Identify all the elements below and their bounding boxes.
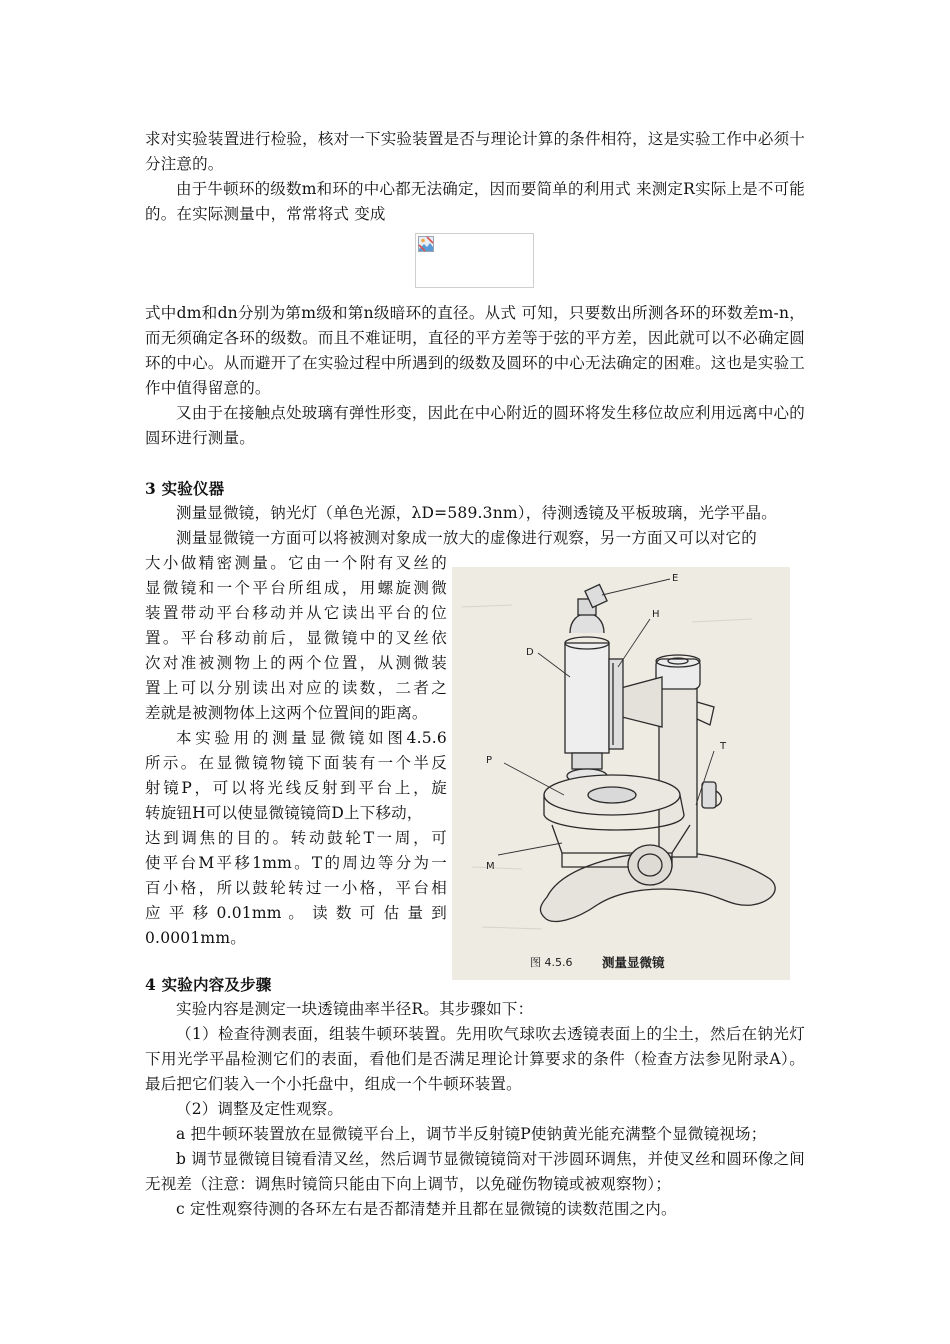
wrap-line: 射镜P，可以将光线反射到平台上，旋 bbox=[145, 779, 447, 797]
top-text-block bbox=[145, 127, 805, 227]
wrap-line: 次对准被测物上的两个位置，从测微装 bbox=[145, 654, 447, 672]
wrapped-text-column bbox=[145, 551, 447, 951]
paragraph-3: 式中dm和dn分别为第m级和第n级暗环的直径。从式 可知，只要数出所测各环的环数差m-n，而无须确定各环的级数。而且不难证明，直径的平方差等于弦的平方差，因此就可以不必确定圆环的中心。从而避开了在实验过程中所遇到的级数及圆环的中心无法确定的困难。这也是实验工作中值得留意的。 bbox=[145, 304, 805, 397]
wrap-line: 显微镜和一个平台所组成，用螺旋测微 bbox=[145, 579, 447, 597]
broken-image-icon bbox=[418, 236, 434, 252]
wrap-line: 本实验用的测量显微镜如图4.5.6 bbox=[176, 729, 447, 747]
section-3-p1: 测量显微镜，钠光灯（单色光源，λD=589.3nm），待测透镜及平板玻璃，光学平晶。 bbox=[176, 504, 777, 522]
label-H: H bbox=[652, 609, 660, 620]
wrap-line: 装置带动平台移动并从它读出平台的位 bbox=[145, 604, 447, 622]
wrap-line: 差就是被测物体上这两个位置间的距离。 bbox=[145, 704, 428, 722]
label-T: T bbox=[720, 741, 727, 752]
formula-image-placeholder bbox=[415, 233, 534, 288]
microscope-drawing bbox=[452, 567, 790, 980]
label-D: D bbox=[526, 647, 534, 658]
wrap-line: 置。平台移动前后，显微镜中的叉丝依 bbox=[145, 629, 447, 647]
paragraph-1: 求对实验装置进行检验，核对一下实验装置是否与理论计算的条件相符，这是实验工作中必须十分注意的。 bbox=[145, 130, 805, 173]
paragraph-2: 由于牛顿环的级数m和环的中心都无法确定，因而要简单的利用式 来测定R实际上是不可能的。在实际测量中，常常将式 变成 bbox=[145, 180, 805, 223]
wrap-line: 0.0001mm。 bbox=[145, 929, 246, 947]
section-4-block bbox=[145, 972, 805, 1222]
section-4-step-b: b 调节显微镜目镜看清叉丝，然后调节显微镜镜筒对干涉圆环调焦，并使叉丝和圆环像之间无视差（注意：调焦时镜筒只能由下向上调节，以免碰伤物镜或被观察物）； bbox=[145, 1150, 805, 1193]
middle-text-block bbox=[145, 301, 805, 451]
section-4-step-2: （2）调整及定性观察。 bbox=[176, 1100, 344, 1118]
section-3-heading: 3 实验仪器 bbox=[145, 479, 225, 498]
wrap-line: 大小做精密测量。它由一个附有叉丝的 bbox=[145, 554, 447, 572]
wrap-line: 置上可以分别读出对应的读数，二者之 bbox=[145, 679, 447, 697]
section-4-step-1: （1）检查待测表面，组装牛顿环装置。先用吹气球吹去透镜表面上的尘土，然后在钠光灯下用光学平晶检测它们的表面，看他们是否满足理论计算要求的条件（检查方法参见附录A）。最后把它们装入一个小托盘中，组成一个牛顿环装置。 bbox=[145, 1025, 805, 1093]
section-3-block bbox=[145, 476, 805, 551]
paragraph-4: 又由于在接触点处玻璃有弹性形变，因此在中心附近的圆环将发生移位故应利用远离中心的圆环进行测量。 bbox=[145, 404, 805, 447]
wrap-line: 转旋钮H可以使显微镜镜筒D上下移动， bbox=[145, 804, 423, 822]
section-4-heading: 4 实验内容及步骤 bbox=[145, 975, 272, 994]
wrap-line: 达到调焦的目的。转动鼓轮T一周，可 bbox=[145, 829, 447, 847]
figure-caption-number: 图 4.5.6 bbox=[530, 956, 573, 969]
label-E: E bbox=[672, 573, 679, 584]
figure-caption-title: 测量显微镜 bbox=[602, 955, 665, 970]
section-4-step-a: a 把牛顿环装置放在显微镜平台上，调节半反射镜P使钠黄光能充满整个显微镜视场； bbox=[176, 1125, 767, 1143]
wrap-line: 所示。在显微镜物镜下面装有一个半反 bbox=[145, 754, 447, 772]
wrap-line: 百小格，所以鼓轮转过一小格，平台相 bbox=[145, 879, 447, 897]
wrap-line: 应 平 移 0.01mm 。 读 数 可 估 量 到 bbox=[145, 904, 447, 922]
section-3-p2-first-line: 测量显微镜一方面可以将被测对象成一放大的虚像进行观察，另一方面又可以对它的 bbox=[176, 529, 757, 547]
section-4-step-c: c 定性观察待测的各环左右是否都清楚并且都在显微镜的读数范围之内。 bbox=[176, 1200, 677, 1218]
measuring-microscope-figure bbox=[452, 567, 790, 980]
label-M: M bbox=[486, 861, 495, 872]
wrap-line: 使平台M平移1mm。T的周边等分为一 bbox=[145, 854, 447, 872]
section-4-p1: 实验内容是测定一块透镜曲率半径R。其步骤如下： bbox=[176, 1000, 534, 1018]
label-P: P bbox=[486, 755, 493, 766]
